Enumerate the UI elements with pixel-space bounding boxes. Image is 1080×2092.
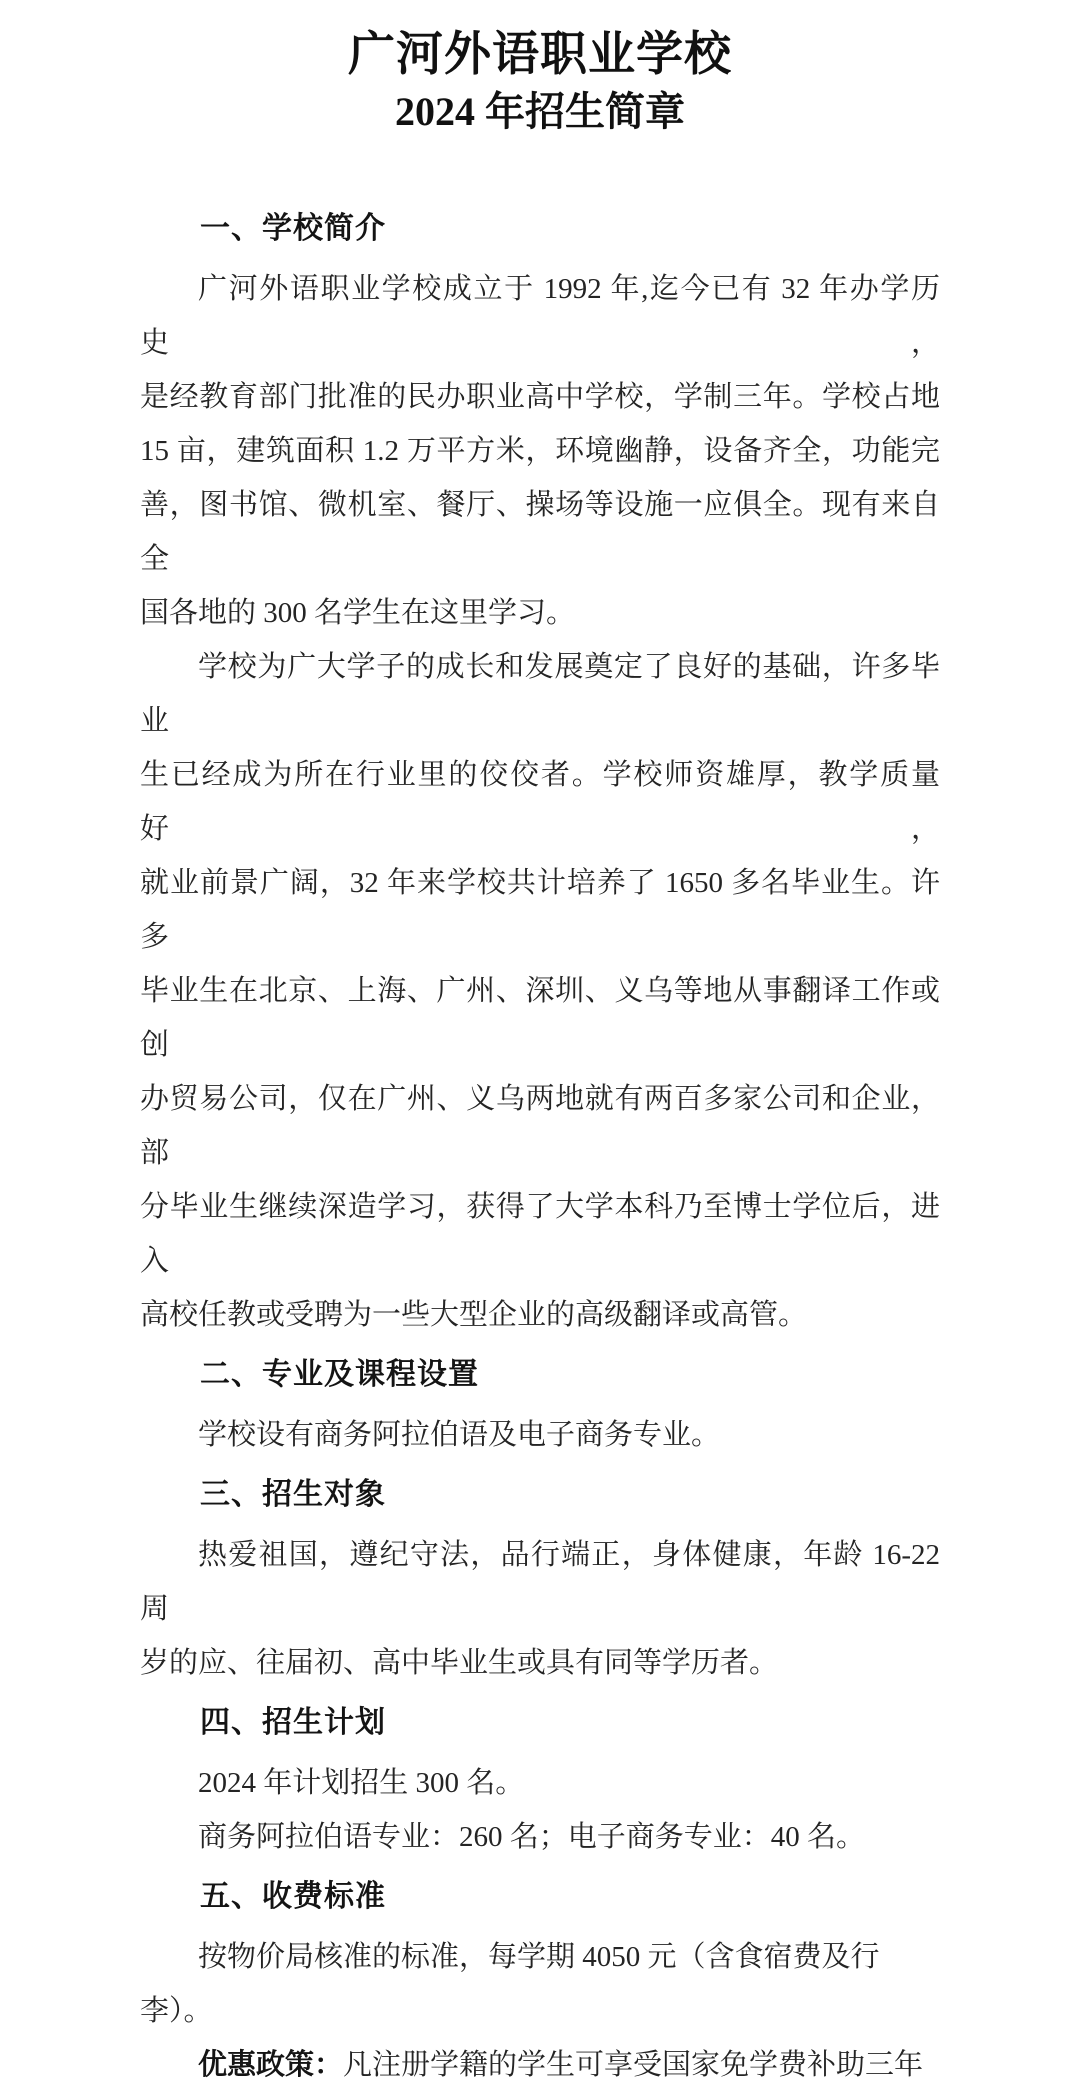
text-line: 学校设有商务阿拉伯语及电子商务专业。 [198, 1419, 721, 1451]
text-line: 毕业生在北京、上海、广州、深圳、义乌等地从事翻译工作或创 [140, 975, 940, 1061]
text-line: 2024 年计划招生 300 名。 [198, 1767, 525, 1799]
paragraph-lead: 优惠政策： [198, 2049, 344, 2081]
section-heading: 五、收费标准 [200, 1880, 386, 1913]
text-line: 就业前景广阔，32 年来学校共计培养了 1650 多名毕业生。许多 [140, 867, 940, 953]
document-title: 广河外语职业学校 [348, 29, 732, 81]
text-line: 按物价局核准的标准，每学期 4050 元（含食宿费及行李）。 [140, 1941, 880, 2027]
text-line: 热爱祖国，遵纪守法，品行端正，身体健康，年龄 16-22 周 [140, 1539, 940, 1625]
section-heading: 四、招生计划 [200, 1706, 386, 1739]
paragraph [140, 1408, 940, 1462]
text-line: 广河外语职业学校成立于 1992 年,迄今已有 32 年办学历史， [140, 273, 940, 359]
text-line: 分毕业生继续深造学习，获得了大学本科乃至博士学位后，进入 [140, 1191, 940, 1277]
text-line: 办贸易公司，仅在广州、义乌两地就有两百多家公司和企业，部 [140, 1083, 940, 1169]
text-line: 是经教育部门批准的民办职业高中学校，学制三年。学校占地 [140, 381, 940, 413]
text-line: 善，图书馆、微机室、餐厅、操场等设施一应俱全。现有来自全 [140, 489, 940, 575]
text-line: 国各地的 300 名学生在这里学习。 [140, 597, 576, 629]
paragraph [140, 262, 940, 640]
paragraph [140, 1756, 940, 1810]
paragraph [140, 1810, 940, 1864]
section-heading: 二、专业及课程设置 [200, 1358, 479, 1391]
text-line: 学校为广大学子的成长和发展奠定了良好的基础，许多毕业 [140, 651, 940, 737]
text-line: 高校任教或受聘为一些大型企业的高级翻译或高管。 [140, 1299, 808, 1331]
text-line: 优惠政策：凡注册学籍的学生可享受国家免学费补助三年 [198, 2049, 924, 2081]
paragraph [140, 2038, 940, 2092]
document-body [140, 202, 940, 2092]
text-line: 生已经成为所在行业里的佼佼者。学校师资雄厚，教学质量好， [140, 759, 940, 845]
section-heading: 一、学校简介 [200, 212, 386, 245]
text-line: 15 亩，建筑面积 1.2 万平方米，环境幽静，设备齐全，功能完 [140, 435, 940, 467]
text-line: 岁的应、往届初、高中毕业生或具有同等学历者。 [140, 1647, 779, 1679]
document-header [0, 0, 1080, 138]
paragraph [140, 640, 940, 1342]
text-line: 商务阿拉伯语专业：260 名；电子商务专业：40 名。 [198, 1821, 866, 1853]
paragraph [140, 1528, 940, 1690]
document-subtitle: 2024 年招生简章 [395, 89, 685, 134]
paragraph [140, 1930, 940, 2038]
section-heading: 三、招生对象 [200, 1478, 386, 1511]
